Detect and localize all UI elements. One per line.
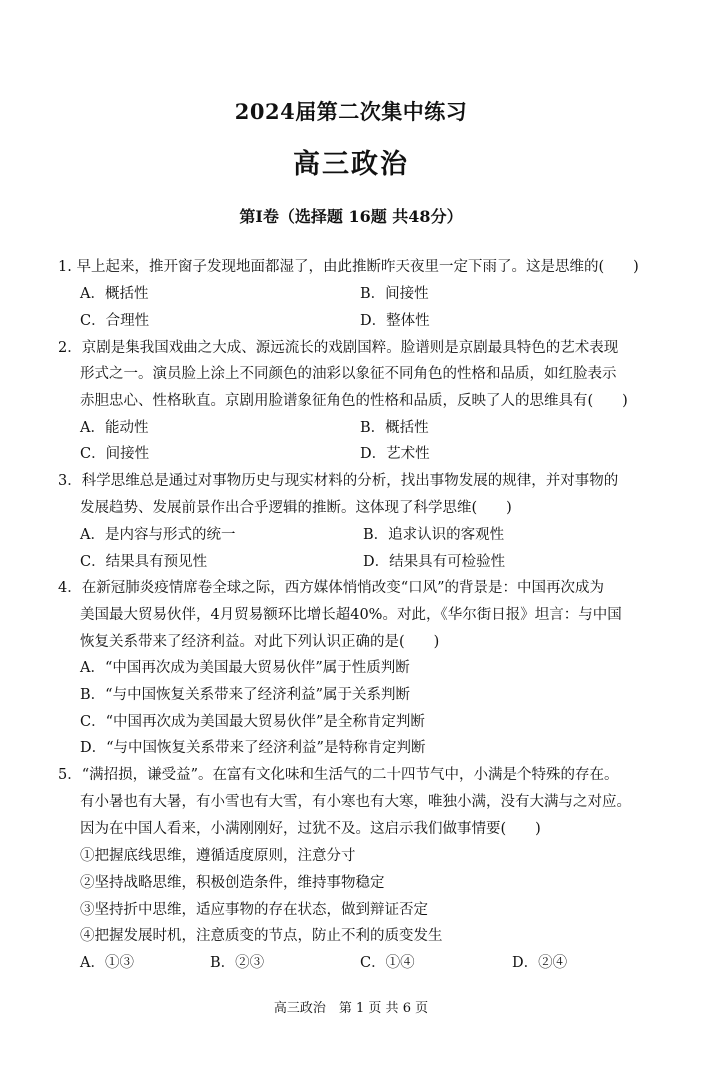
subject-title: 高三政治 <box>293 149 409 180</box>
option-d: D．整体性 <box>360 313 430 329</box>
question-stem-line: 赤胆忠心、性格耿直。京剧用脸谱象征角色的性格和品质，反映了人的思维具有( ) <box>80 393 628 409</box>
question-stem-line: 发展趋势、发展前景作出合乎逻辑的推断。这体现了科学思维( ) <box>80 500 512 516</box>
question-stem-line: 2．京剧是集我国戏曲之大成、源远流长的戏剧国粹。脸谱则是京剧最具特色的艺术表现 <box>58 340 619 356</box>
option-c: C．“中国再次成为美国最大贸易伙伴”是全称肯定判断 <box>80 714 425 730</box>
option-a: A．是内容与形式的统一 <box>80 527 236 543</box>
option-d: D．②④ <box>512 955 568 971</box>
question-stem-line: 恢复关系带来了经济利益。对此下列认识正确的是( ) <box>80 634 440 650</box>
option-b: B．概括性 <box>360 420 429 436</box>
statement-item: ①把握底线思维，遵循适度原则，注意分寸 <box>80 848 356 864</box>
option-c: C．合理性 <box>80 313 150 329</box>
question-stem-line: 有小暑也有大暑，有小雪也有大雪，有小寒也有大寒，唯独小满，没有大满与之对应。 <box>80 794 631 810</box>
question-stem-line: 形式之一。演员脸上涂上不同颜色的油彩以象征不同角色的性格和品质，如红脸表示 <box>80 366 617 382</box>
statement-item: ②坚持战略思维，积极创造条件，维持事物稳定 <box>80 875 385 891</box>
option-a: A．概括性 <box>80 286 149 302</box>
option-b: B．间接性 <box>360 286 429 302</box>
question-stem-line: 5．“满招损，谦受益”。在富有文化味和生活气的二十四节气中，小满是个特殊的存在。 <box>58 767 619 783</box>
question-stem-line: 4．在新冠肺炎疫情席卷全球之际，西方媒体悄悄改变“口风”的背景是：中国再次成为 <box>58 580 605 596</box>
page-footer: 高三政治 第 1 页 共 6 页 <box>273 1001 429 1016</box>
option-a: A．①③ <box>80 955 134 971</box>
question-stem-line: 因为在中国人看来，小满刚刚好，过犹不及。这启示我们做事情要( ) <box>80 821 541 837</box>
option-d: D．艺术性 <box>360 446 430 462</box>
section-heading: 第Ⅰ卷（选择题 16题 共48分） <box>239 207 463 226</box>
option-c: C．①④ <box>360 955 415 971</box>
question-stem-line: 3．科学思维总是通过对事物历史与现实材料的分析，找出事物发展的规律，并对事物的 <box>58 473 619 489</box>
option-b: B．“与中国恢复关系带来了经济利益”属于关系判断 <box>80 687 410 703</box>
option-c: C．间接性 <box>80 446 150 462</box>
question-stem-line: 1. 早上起来，推开窗子发现地面都湿了，由此推断昨天夜里一定下雨了。这是思维的( ) <box>58 259 639 275</box>
statement-item: ③坚持折中思维，适应事物的存在状态，做到辩证否定 <box>80 902 428 918</box>
option-d: D．“与中国恢复关系带来了经济利益”是特称肯定判断 <box>80 740 426 756</box>
exam-title: 2024届第二次集中练习 <box>234 99 468 124</box>
option-c: C．结果具有预见性 <box>80 554 208 570</box>
option-b: B．追求认识的客观性 <box>363 527 505 543</box>
option-a: A．能动性 <box>80 420 149 436</box>
question-stem-line: 美国最大贸易伙伴，4月贸易额环比增长超40%。对此，《华尔街日报》坦言：与中国 <box>80 607 622 623</box>
option-a: A．“中国再次成为美国最大贸易伙伴”属于性质判断 <box>80 660 410 676</box>
option-b: B．②③ <box>210 955 265 971</box>
option-d: D．结果具有可检验性 <box>363 554 506 570</box>
statement-item: ④把握发展时机，注意质变的节点，防止不利的质变发生 <box>80 928 443 944</box>
